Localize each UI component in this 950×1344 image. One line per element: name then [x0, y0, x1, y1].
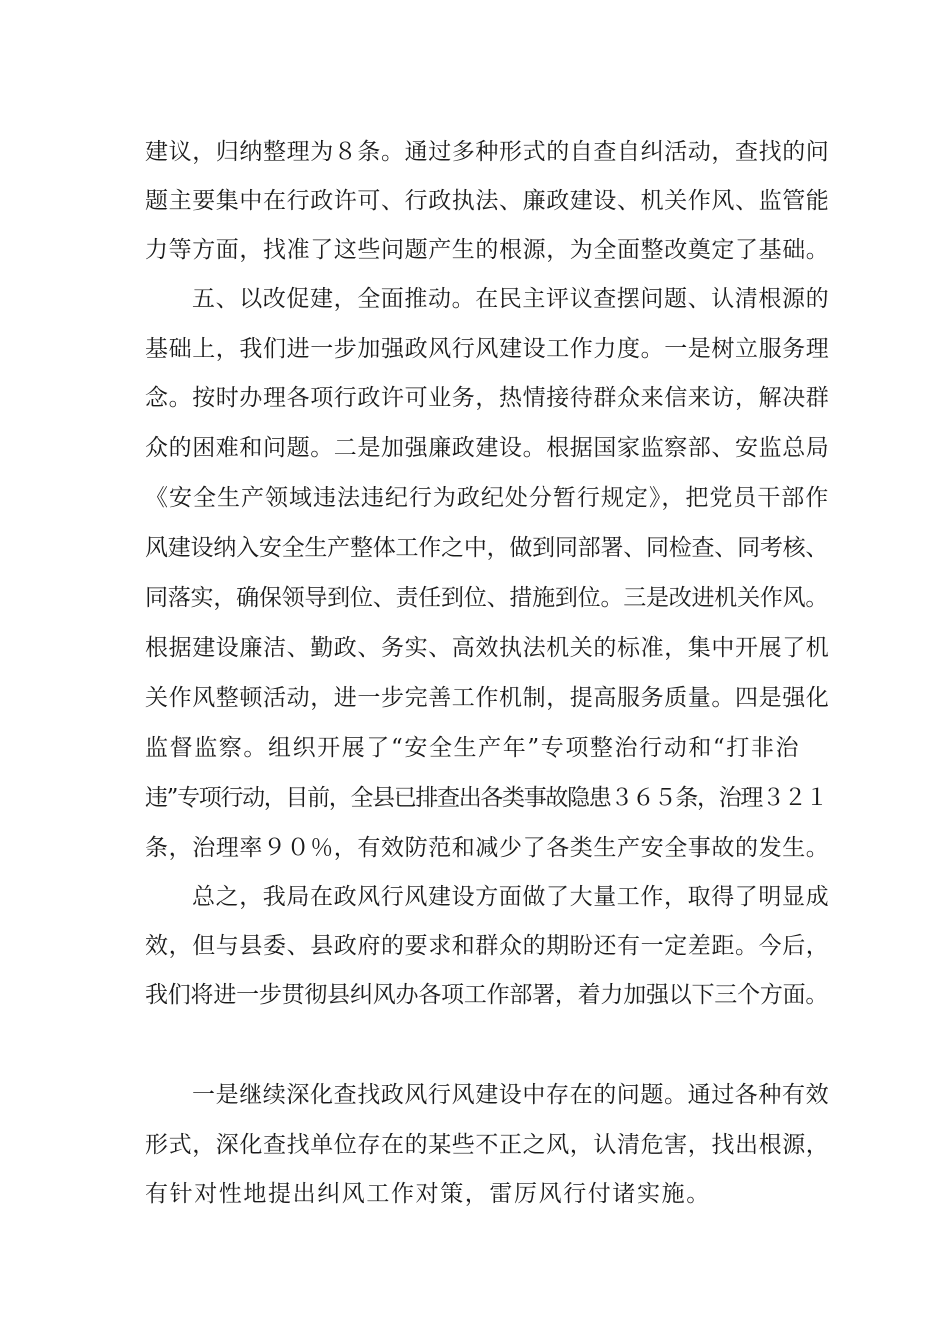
text-line: 根据建设廉洁、勤政、务实、高效执法机关的标准，集中开展了机 — [145, 635, 830, 661]
text-line: 监督监察。组织开展了“安全生产年”专项整治行动和“打非治 — [145, 735, 801, 761]
text-line: 建议，归纳整理为８条。通过多种形式的自查自纠活动，查找的问 — [145, 139, 830, 165]
text-line: 我们将进一步贯彻县纠风办各项工作部署，着力加强以下三个方面。 — [145, 982, 829, 1008]
paragraph-first-line: 总之，我局在政风行风建设方面做了大量工作，取得了明显成 — [192, 884, 830, 910]
text-line: 《安全生产领域违法违纪行为政纪处分暂行规定》，把党员干部作 — [145, 485, 830, 511]
paragraph-first-line: 一是继续深化查找政风行风建设中存在的问题。通过各种有效 — [192, 1082, 830, 1108]
text-line: 有针对性地提出纠风工作对策，雷厉风行付诸实施。 — [145, 1181, 711, 1207]
text-line: 违”专项行动，目前，全县已排查出各类事故隐患３６５条，治理３２１ — [145, 785, 828, 811]
text-line: 力等方面，找准了这些问题产生的根源，为全面整改奠定了基础。 — [145, 237, 830, 263]
text-line: 形式，深化查找单位存在的某些不正之风，认清危害，找出根源， — [145, 1132, 830, 1158]
text-line: 风建设纳入安全生产整体工作之中，做到同部署、同检查、同考核、 — [145, 535, 829, 561]
text-line: 条，治理率９０％，有效防范和减少了各类生产安全事故的发生。 — [145, 835, 830, 861]
text-line: 众的困难和问题。二是加强廉政建设。根据国家监察部、安监总局 — [145, 435, 830, 461]
text-line: 效，但与县委、县政府的要求和群众的期盼还有一定差距。今后， — [145, 933, 830, 959]
paragraph-first-line: 五、以改促建，全面推动。在民主评议查摆问题、认清根源的 — [192, 286, 830, 312]
text-line: 念。按时办理各项行政许可业务，热情接待群众来信来访，解决群 — [145, 385, 830, 411]
text-line: 基础上，我们进一步加强政风行风建设工作力度。一是树立服务理 — [145, 336, 830, 362]
text-line: 同落实，确保领导到位、责任到位、措施到位。三是改进机关作风。 — [145, 585, 829, 611]
text-line: 题主要集中在行政许可、行政执法、廉政建设、机关作风、监管能 — [145, 188, 830, 214]
text-line: 关作风整顿活动，进一步完善工作机制，提高服务质量。四是强化 — [145, 685, 830, 711]
